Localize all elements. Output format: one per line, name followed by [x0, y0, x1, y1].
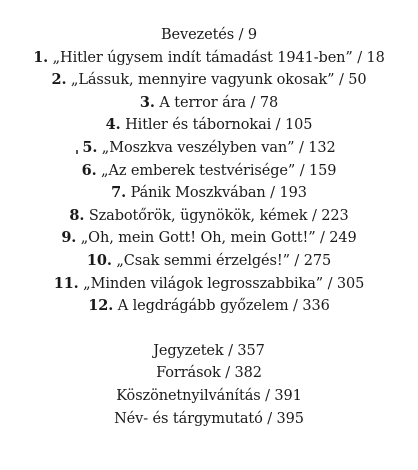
toc-chapter-12[interactable]	[0, 295, 418, 318]
chapter-number: 9.	[61, 229, 77, 247]
chapter-title: „Minden világok legrosszabbika” / 305	[83, 275, 365, 292]
toc-chapter-3[interactable]	[0, 92, 418, 115]
chapter-number: 5.	[82, 138, 98, 156]
chapter-title: Pánik Moszkvában / 193	[130, 185, 307, 202]
chapter-title: Hitler és tábornokai / 105	[125, 117, 313, 134]
toc-chapter-10[interactable]	[0, 250, 418, 273]
chapter-number: 7.	[111, 184, 127, 202]
chapter-title: „Hitler úgysem indít támadást 1941-ben” / 18	[52, 49, 385, 66]
section-gap	[0, 318, 418, 340]
toc-chapter-11[interactable]	[0, 273, 418, 296]
chapter-number: 11.	[53, 274, 79, 292]
chapter-number: 3.	[139, 93, 155, 111]
chapter-number: 10.	[86, 251, 112, 269]
toc-sources[interactable]: Források / 382	[156, 365, 262, 382]
chapter-number: 1.	[33, 48, 49, 66]
toc-chapter-5[interactable]	[0, 137, 418, 160]
toc-chapter-8[interactable]	[0, 205, 418, 228]
toc-chapter-6[interactable]	[0, 160, 418, 183]
chapter-number: 6.	[81, 161, 97, 179]
chapter-number: 2.	[51, 71, 67, 89]
toc-intro[interactable]: Bevezetés / 9	[160, 27, 258, 43]
toc-chapter-2[interactable]	[0, 69, 418, 92]
chapter-title: A legdrágább győzelem / 336	[117, 298, 330, 315]
chapter-number: 4.	[105, 116, 121, 134]
toc-chapter-1[interactable]	[0, 47, 418, 70]
toc-acknowledgements[interactable]: Köszönetnyilvánítás / 391	[116, 387, 302, 404]
chapter-number: 12.	[88, 297, 114, 315]
chapter-title: Szabotőrök, ügynökök, kémek / 223	[88, 207, 349, 224]
toc-chapter-9[interactable]	[0, 227, 418, 250]
toc-chapter-7[interactable]	[0, 182, 418, 205]
table-of-contents	[0, 24, 418, 430]
chapter-title: „Az emberek testvérisége” / 159	[101, 162, 337, 179]
chapter-title: „Csak semmi érzelgés!” / 275	[116, 252, 332, 269]
chapter-number: 8.	[69, 206, 85, 224]
chapter-title: „Oh, mein Gott! Oh, mein Gott!” / 249	[80, 230, 357, 247]
chapter-title: „Lássuk, mennyire vagyunk okosak” / 50	[70, 72, 367, 89]
toc-chapter-4[interactable]	[0, 114, 418, 137]
chapter-title: „Moszkva veszélyben van” / 132	[101, 139, 336, 156]
toc-index[interactable]: Név- és tárgymutató / 395	[114, 410, 304, 427]
toc-notes[interactable]: Jegyzetek / 357	[153, 342, 265, 359]
chapter-title: A terror ára / 78	[159, 94, 279, 111]
